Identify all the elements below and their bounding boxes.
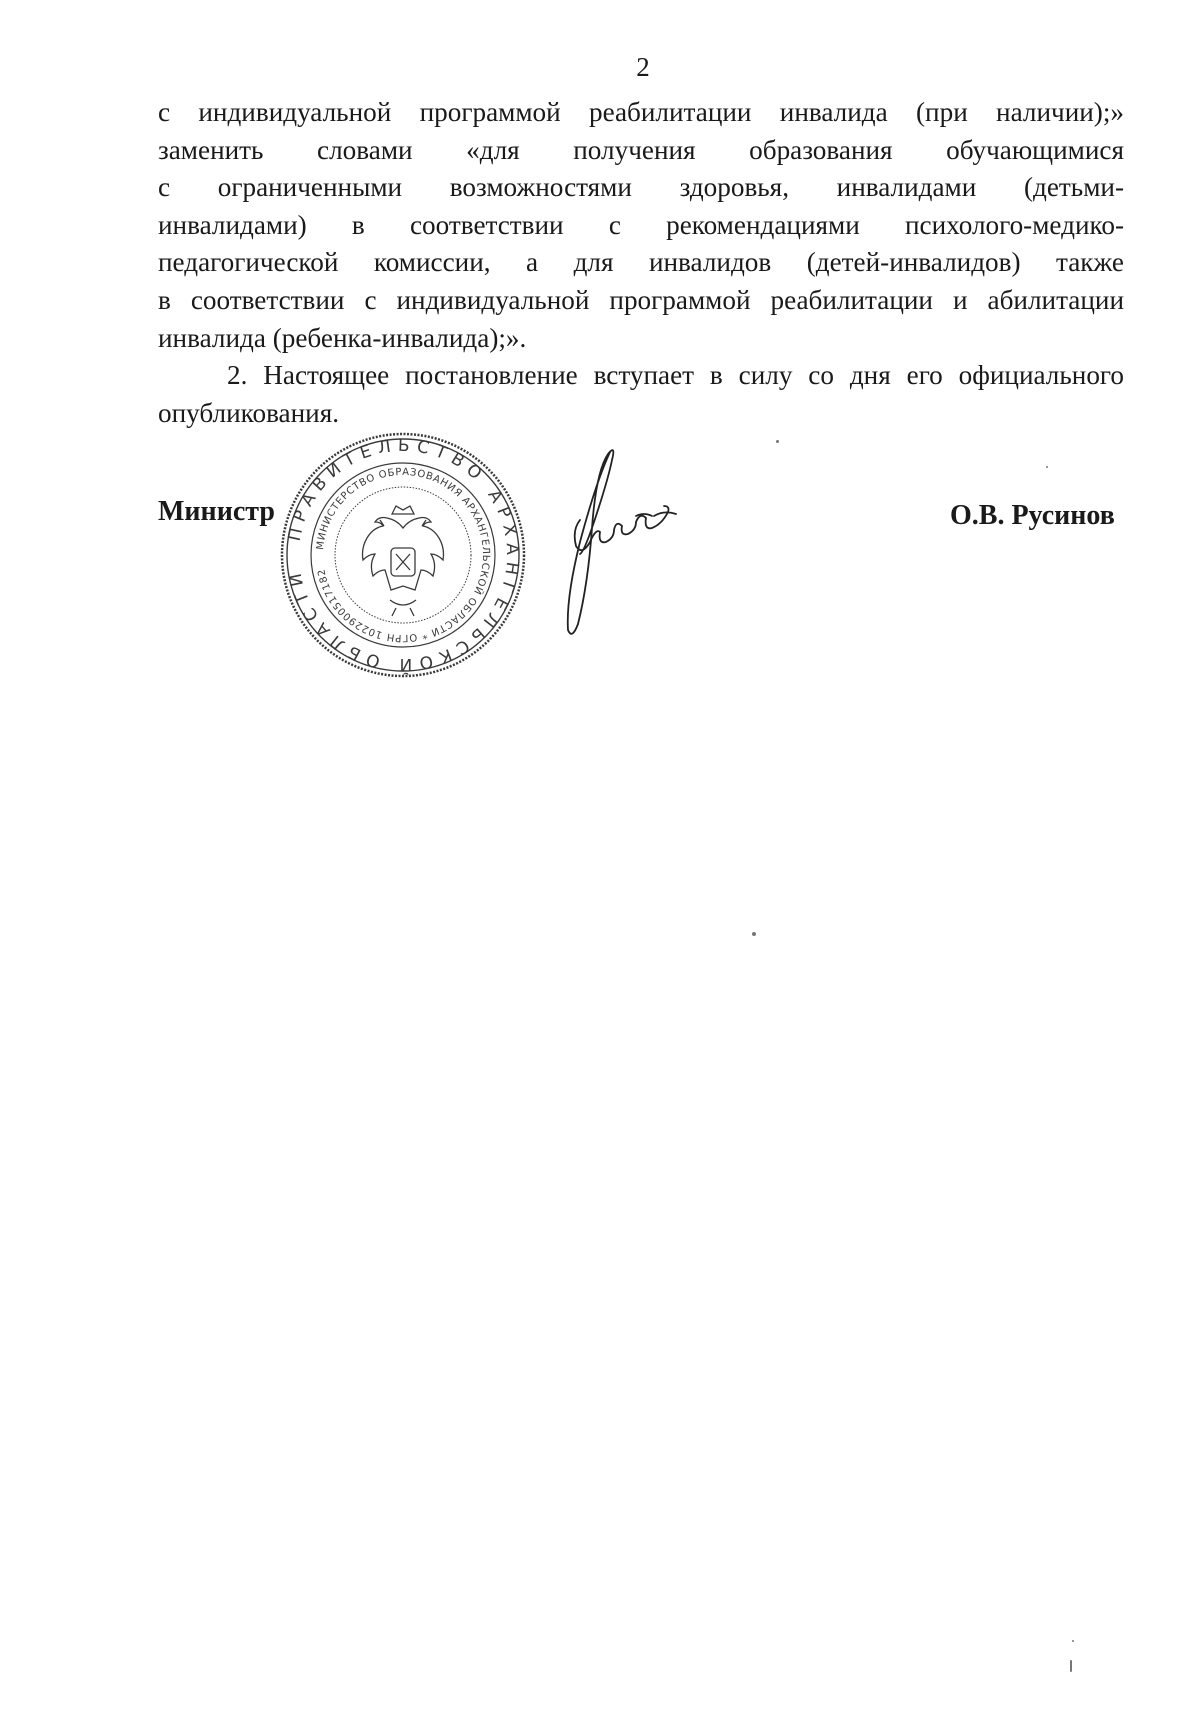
seal-inner-text: МИНИСТЕРСТВО ОБРАЗОВАНИЯ АРХАНГЕЛЬСКОЙ ОБЛАСТИ * ОГРН 1022900517182 [315,466,492,644]
body-text [158,94,1124,432]
signatory-name: О.В. Русинов [950,500,1115,531]
signatory-role: Министр [158,496,275,527]
scan-speck [1070,1660,1072,1672]
paragraph-1-line: с ограниченными возможностями здоровья, инвалидами (детьми- [158,172,1124,203]
paragraph-1-line: в соответствии с индивидуальной программой реабилитации и абилитации [158,284,1124,315]
scan-speck [776,440,779,443]
scan-speck [752,932,756,936]
paragraph-1-line: заменить словами «для получения образования обучающимися [158,134,1124,165]
paragraph-1-line: с индивидуальной программой реабилитации инвалида (при наличии);» [158,97,1124,127]
seal-outer-text: ПРАВИТЕЛЬСТВО АРХАНГЕЛЬСКОЙ ОБЛАСТИ [284,435,523,675]
paragraph-1-line: педагогической комиссии, а для инвалидов (детей-инвалидов) также [158,247,1124,278]
paragraph-1-line: инвалидами) в соответствии с рекомендациями психолого-медико- [158,209,1124,240]
signature-block [0,430,1200,675]
scan-speck [1072,1640,1074,1642]
official-seal-stamp [278,430,528,680]
handwritten-signature [550,442,720,642]
page-number: 2 [636,52,650,82]
paragraph-1 [158,94,1124,357]
paragraph-1-line: инвалида (ребенка-инвалида);». [158,322,527,353]
double-headed-eagle-icon [363,506,444,616]
paragraph-2: 2. Настоящее постановление вступает в силу со дня его официального опубликования. [158,360,1124,428]
scan-speck [1046,466,1048,468]
